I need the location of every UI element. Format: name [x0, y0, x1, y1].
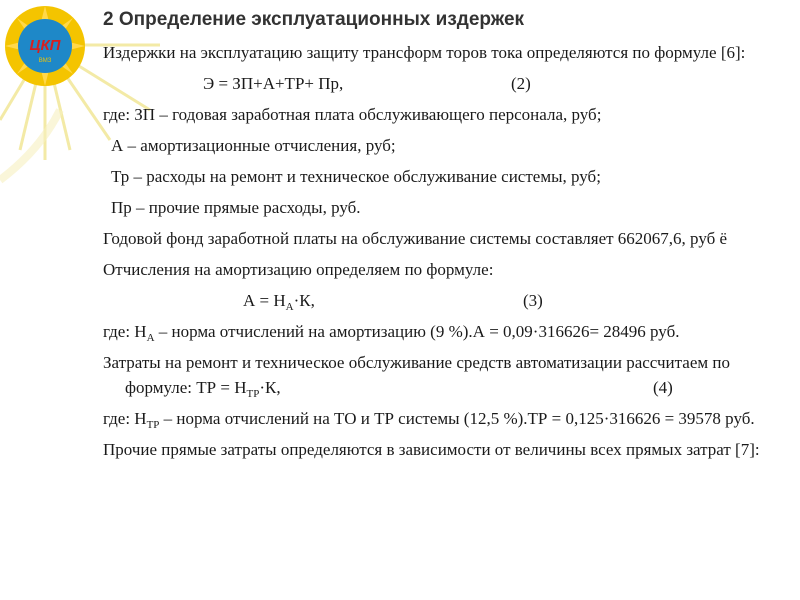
repair-paragraph: Затраты на ремонт и техническое обслуживание средств автоматизации рассчитаем по формуле: ТР = $Н_{ТР}\cdot К$, (4)	[103, 353, 730, 400]
where-ntr: где: $Н_{ТР}$ – норма отчислений на ТО и ТР системы (12,5 %).ТР = 0,125·316626 = 39578 руб.	[103, 409, 755, 431]
formula-2-text: Э = ЗП+А+ТР+ Пр,	[203, 74, 344, 93]
where-tr: Тр – расходы на ремонт и техническое обслуживание системы, руб;	[111, 167, 601, 186]
logo-emblem	[3, 4, 87, 88]
formula-3-number: (3)	[523, 291, 543, 310]
formula-2-number: (2)	[511, 74, 531, 93]
where-a: А – амортизационные отчисления, руб;	[111, 136, 396, 155]
where-pr: Пр – прочие прямые расходы, руб.	[111, 198, 361, 217]
formula-2	[103, 71, 793, 96]
document-body	[103, 40, 793, 468]
intro-paragraph: Издержки на эксплуатацию защиту трансформ торов тока определяются по формуле [6]:	[103, 43, 746, 62]
formula-3	[103, 288, 793, 313]
logo-small-text: ВМЗ	[38, 58, 52, 64]
where-na: где: $Н_А$ – норма отчислений на амортизацию (9 %).А = 0,09·316626= 28496 руб.	[103, 322, 680, 344]
other-costs-paragraph: Прочие прямые затраты определяются в зависимости от величины всех прямых затрат [7]:	[103, 440, 760, 459]
page-title: 2 Определение эксплуатационных издержек	[103, 9, 525, 30]
logo-text: ЦКП	[29, 37, 61, 54]
amort-intro: Отчисления на амортизацию определяем по формуле:	[103, 260, 494, 279]
where-zp: где: ЗП – годовая заработная плата обслуживающего персонала, руб;	[103, 105, 602, 124]
fund-paragraph: Годовой фонд заработной платы на обслуживание системы составляет 662067,6, руб ё	[103, 229, 728, 248]
formula-3-text: $А = Н_А\cdot К$,	[243, 291, 315, 313]
